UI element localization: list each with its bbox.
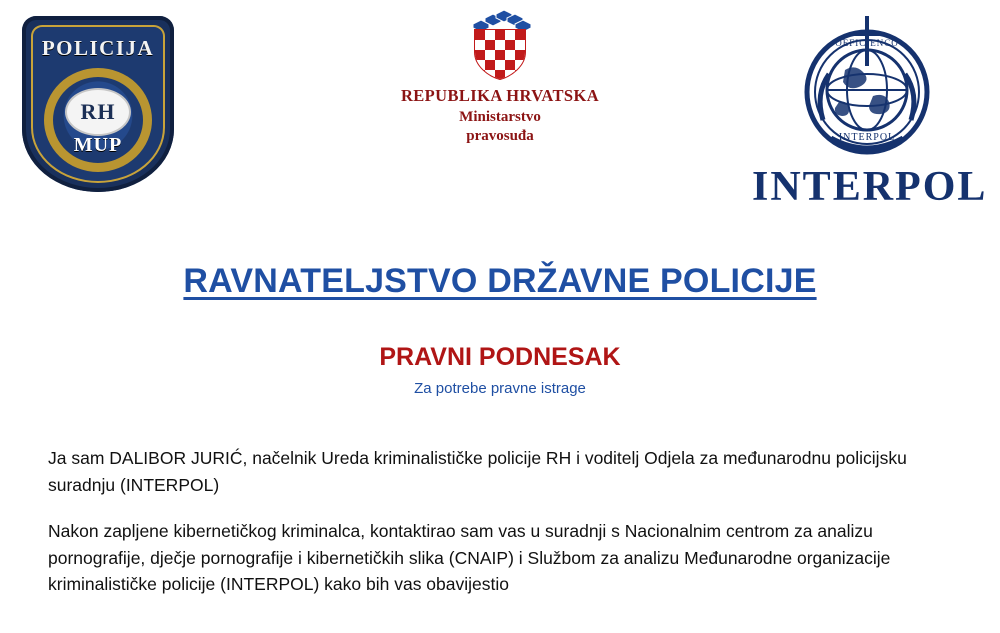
police-badge-logo <box>22 16 174 192</box>
ministry-block <box>340 8 660 145</box>
interpol-logo <box>752 10 988 210</box>
svg-text:INTERPOL: INTERPOL <box>838 132 896 143</box>
police-badge-bottom-label: MUP <box>73 134 123 156</box>
paragraph-2: Nakon zapljene kibernetičkog kriminalca, kontaktirao sam vas u suradnji s Nacionalnim centrom za analizu pornografije, dječje pornografije i kibernetičkih slika (CNAIP) i Službom za analizu Međunarodne organizacije kriminalističke policije (INTERPOL) kako bih vas obavijestio <box>48 521 891 595</box>
ministry-line-2: Ministarstvo <box>459 109 541 125</box>
police-badge-title: POLICIJA <box>41 36 155 60</box>
svg-text:OEFICIENCO: OEFICIENCO <box>835 38 899 48</box>
document-body <box>48 445 952 598</box>
document-subtitle: PRAVNI PODNESAK <box>379 343 621 371</box>
paragraph-1: Ja sam DALIBOR JURIĆ, načelnik Ureda kriminalističke policije RH i voditelj Odjela za međunarodnu policijsku suradnju (INTERPOL) <box>48 448 907 495</box>
page-title: RAVNATELJSTVO DRŽAVNE POLICIJE <box>183 262 817 300</box>
ministry-line-3: pravosuđa <box>466 128 534 144</box>
police-badge-center-label: RH <box>65 88 131 136</box>
croatian-coat-of-arms-icon <box>469 8 531 80</box>
interpol-emblem-icon <box>787 10 947 170</box>
interpol-wordmark: INTERPOL <box>752 164 988 210</box>
document-subsubtitle: Za potrebe pravne istrage <box>414 380 586 397</box>
document-header <box>0 0 1000 240</box>
ministry-line-1: REPUBLIKA HRVATSKA <box>400 86 600 105</box>
